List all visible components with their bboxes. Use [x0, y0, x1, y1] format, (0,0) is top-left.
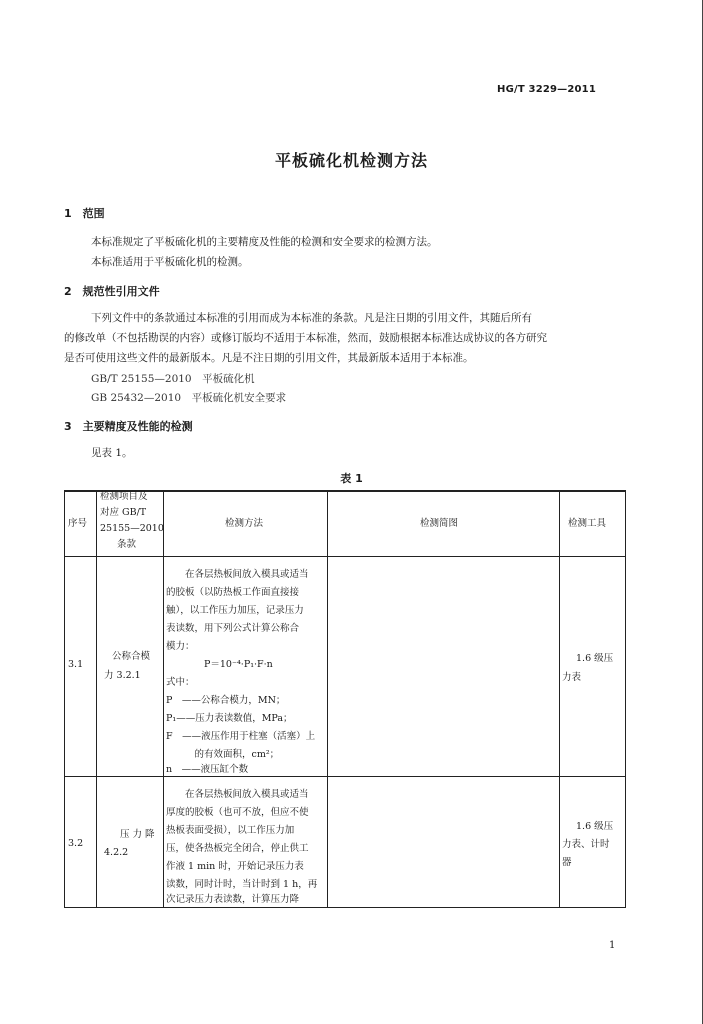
table-right-border	[625, 490, 626, 908]
header-no: 序号	[68, 518, 88, 529]
document-title: 平板硫化机检测方法	[274, 151, 428, 170]
row-1-method-line: F ——液压作用于柱塞（活塞）上	[166, 731, 316, 742]
section-1-line-2: 本标准适用于平板硫化机的检测。	[91, 256, 249, 268]
table-col-divider	[559, 490, 560, 908]
row-1-tool-line: 1.6 级压	[576, 653, 614, 664]
row-2-item-line: 压 力 降	[120, 829, 155, 840]
table-top-rule	[64, 490, 626, 492]
row-1-method-line: 的有效面积，cm²；	[166, 749, 280, 760]
row-1-method-line: P₁——压力表读数值，MPa；	[166, 713, 293, 724]
standard-number: HG/T 3229—2011	[497, 84, 596, 95]
table-row-rule	[64, 776, 626, 777]
reference-2: GB 25432—2010 平板硫化机安全要求	[91, 392, 287, 404]
header-diagram: 检测简图	[420, 518, 459, 529]
row-1-item-line: 公称合模	[112, 651, 151, 662]
section-2-line-1: 下列文件中的条款通过本标准的引用而成为本标准的条款。凡是注日期的引用文件，其随后所有	[91, 312, 532, 324]
table-left-border	[64, 490, 65, 908]
header-item-line: 检测项目及	[100, 491, 148, 502]
row-1-method-line: 表读数，用下列公式计算公称合	[166, 623, 300, 634]
row-2-method-line: 次记录压力表读数，计算压力降	[166, 894, 300, 905]
reference-1: GB/T 25155—2010 平板硫化机	[91, 373, 255, 385]
header-method: 检测方法	[225, 518, 264, 529]
row-2-method-line: 压，使各热板完全闭合，停止供工	[166, 843, 309, 854]
header-item-line: 对应 GB/T	[100, 507, 147, 518]
row-1-method-formula: P＝10⁻⁴·P₁·F·n	[166, 659, 273, 670]
table-caption: 表 1	[340, 472, 363, 485]
row-2-method-line: 在各层热板间放入模具或适当	[166, 789, 309, 800]
section-1-heading: 1 范围	[64, 207, 105, 220]
row-2-tool-line: 1.6 级压	[576, 821, 614, 832]
header-item-line: 25155—2010	[100, 523, 164, 534]
row-1-method-line: n ——液压缸个数	[166, 764, 249, 775]
row-1-method-line: 在各层热板间放入模具或适当	[166, 569, 309, 580]
section-2-heading: 2 规范性引用文件	[64, 285, 160, 298]
row-1-method-line: 触），以工作压力加压，记录压力	[166, 605, 304, 616]
table-col-divider	[163, 490, 164, 908]
row-2-tool-line: 器	[562, 857, 572, 868]
row-1-method-line: P ——公称合模力，MN；	[166, 695, 286, 706]
row-2-method-line: 读数，同时计时，当计时到 1 h，再	[166, 879, 318, 890]
row-2-method-line: 厚度的胶板（也可不放，但应不使	[166, 807, 309, 818]
row-1-item-line: 力 3.2.1	[104, 670, 141, 681]
header-tool: 检测工具	[568, 518, 607, 529]
row-2-method-line: 作液 1 min 时，开始记录压力表	[166, 861, 304, 872]
table-col-divider	[327, 490, 328, 908]
header-item-line: 条款	[117, 539, 137, 550]
section-2-line-2: 的修改单（不包括勘误的内容）或修订版均不适用于本标准，然而，鼓励根据本标准达成协议的各方研究	[64, 332, 547, 344]
row-1-method-line: 模力：	[166, 641, 195, 652]
row-1-no: 3.1	[68, 659, 84, 670]
row-1-tool-line: 力表	[562, 672, 582, 683]
row-1-method-line: 的胶板（以防热板工作面直接接	[166, 587, 300, 598]
row-2-method-line: 热板表面受损），以工作压力加	[166, 825, 295, 836]
row-2-item-line: 4.2.2	[104, 847, 129, 858]
row-2-no: 3.2	[68, 838, 84, 849]
section-3-heading: 3 主要精度及性能的检测	[64, 420, 193, 433]
table-header-rule	[64, 556, 626, 557]
row-1-method-line: 式中：	[166, 677, 195, 688]
section-3-line: 见表 1。	[91, 447, 133, 459]
table-col-divider	[96, 490, 97, 908]
section-2-line-3: 是否可使用这些文件的最新版本。凡是不注日期的引用文件，其最新版本适用于本标准。	[64, 352, 474, 364]
section-1-line-1: 本标准规定了平板硫化机的主要精度及性能的检测和安全要求的检测方法。	[91, 236, 438, 248]
page-number: 1	[609, 940, 616, 951]
row-2-tool-line: 力表、计时	[562, 839, 610, 850]
table-bottom-rule	[64, 907, 626, 908]
